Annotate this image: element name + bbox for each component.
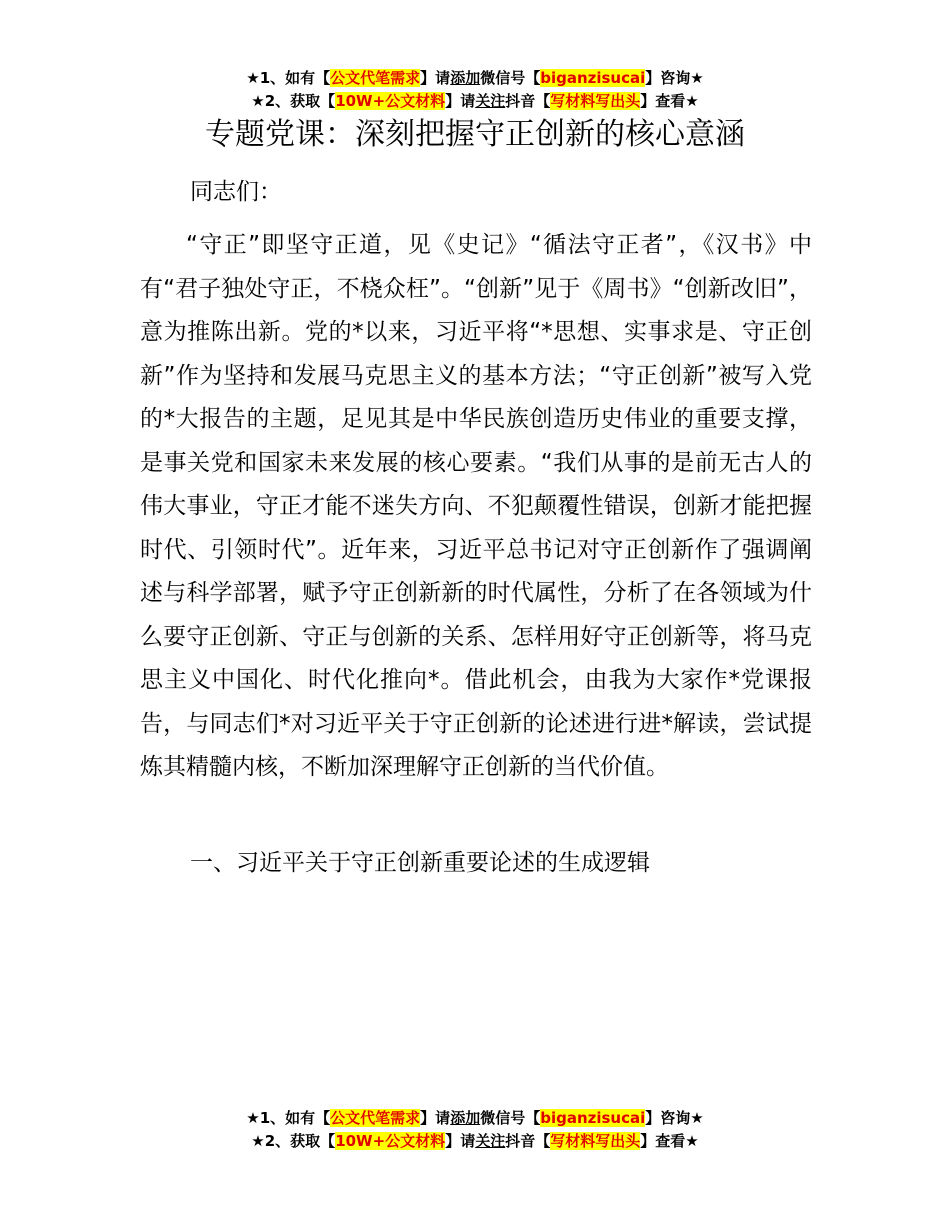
banner-text: 抖音【 [505,1132,551,1150]
banner-line-2 [0,1130,950,1153]
banner-highlight: 10W+公文材料 [335,1132,446,1150]
banner-text: 微信号【 [480,69,541,87]
salutation: 同志们： [190,179,282,205]
banner-highlight: 10W+公文材料 [335,92,446,110]
banner-underlined: 关注 [475,1132,506,1150]
body-paragraph: “守正”即坚守正道，见《史记》“循法守正者”，《汉书》中有“君子独处守正，不桡众枉”。“创新”见于《周书》“创新改旧”，意为推陈出新。党的*以来，习近平将“*思想、实事求是、守正创新”作为坚持和发展马克思主义的基本方法；“守正创新”被写入党的*大报告的主题，足见其是中华民族创造历史伟业的重要支撑，是事关党和国家未来发展的核心要素。“我们从事的是前无古人的伟大事业，守正才能不迷失方向、不犯颠覆性错误，创新才能把握时代、引领时代”。近年来，习近平总书记对守正创新作了强调阐述与科学部署，赋予守正创新新的时代属性，分析了在各领域为什么要守正创新、守正与创新的关系、怎样用好守正创新等，将马克思主义中国化、时代化推向*。借此机会，由我为大家作*党课报告，与同志们*对习近平关于守正创新的论述进行进*解读，尝试提炼其精髓内核，不断加深理解守正创新的当代价值。 [140,232,813,780]
banner-text: 】请 [445,92,476,110]
banner-highlight: biganzisucai [540,69,646,87]
banner-text: 】咨询★ [645,1109,704,1127]
banner-text: ★1、如有【 [246,1109,331,1127]
banner-text: 微信号【 [480,1109,541,1127]
banner-underlined: 添加 [450,69,481,87]
banner-text: ★2、获取【 [251,1132,336,1150]
section-heading: 一、习近平关于守正创新重要论述的生成逻辑 [190,850,650,876]
footer-banner [0,1107,950,1153]
document-title: 专题党课：深刻把握守正创新的核心意涵 [205,117,745,152]
header-banner [0,67,950,113]
banner-highlight: 公文代笔需求 [330,69,421,87]
banner-line-2 [0,90,950,113]
banner-underlined: 关注 [475,92,506,110]
banner-text: ★2、获取【 [251,92,336,110]
banner-highlight: 写材料写出头 [550,92,641,110]
banner-text: 】请 [420,1109,451,1127]
banner-text: 】查看★ [640,1132,699,1150]
banner-text: 】请 [420,69,451,87]
banner-text: ★1、如有【 [246,69,331,87]
banner-text: 】请 [445,1132,476,1150]
banner-underlined: 添加 [450,1109,481,1127]
banner-line-1 [0,67,950,90]
banner-text: 】查看★ [640,92,699,110]
banner-line-1 [0,1107,950,1130]
banner-text: 抖音【 [505,92,551,110]
banner-highlight: biganzisucai [540,1109,646,1127]
banner-highlight: 写材料写出头 [550,1132,641,1150]
banner-highlight: 公文代笔需求 [330,1109,421,1127]
banner-text: 】咨询★ [645,69,704,87]
